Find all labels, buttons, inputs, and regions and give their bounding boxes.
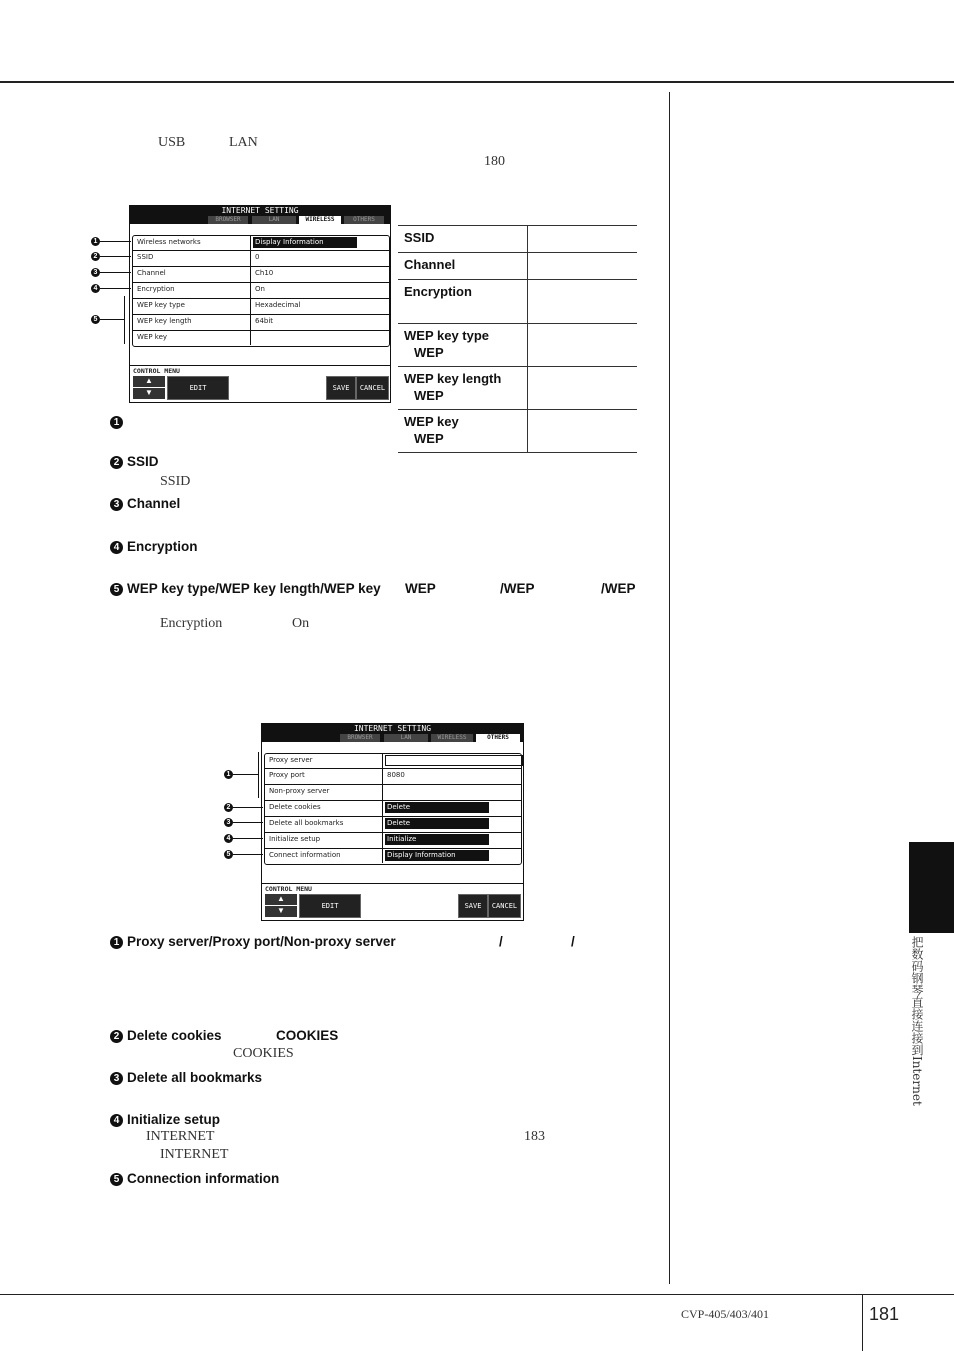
item-ssid-heading: 2 SSID [110, 454, 159, 469]
item-cookies-heading: 2 Delete cookies [110, 1028, 222, 1043]
footer-divider [862, 1295, 863, 1351]
row-non-proxy-server[interactable]: Non-proxy server [265, 785, 521, 801]
item-proxy-heading: 1 Proxy server/Proxy port/Non-proxy server [110, 934, 396, 949]
item-wep-b: /WEP [500, 581, 535, 596]
item-cookies-body: COOKIES [233, 1046, 294, 1061]
row-wep-key[interactable]: WEP key [133, 331, 389, 345]
item-wireless-networks: 1 [110, 414, 127, 429]
callout-4: 4 [91, 284, 100, 293]
row-delete-cookies[interactable]: Delete cookies Delete [265, 801, 521, 817]
chapter-tab [909, 842, 954, 933]
intro-usb: USB [158, 135, 186, 150]
table-row: WEP key length WEP [398, 367, 637, 410]
screen-title: INTERNET SETTING [130, 206, 390, 215]
row-wireless-networks[interactable]: Wireless networks Display Information [133, 236, 389, 251]
callout-2: 2 [91, 252, 100, 261]
callout-1: 1 [224, 770, 233, 779]
table-row: WEP key WEP [398, 410, 637, 453]
row-wep-key-length[interactable]: WEP key length 64bit [133, 315, 389, 331]
tab-lan[interactable]: LAN [252, 216, 296, 224]
tab-others[interactable]: OTHERS [344, 216, 384, 224]
tab-lan[interactable]: LAN [384, 734, 428, 742]
callout-3: 3 [224, 818, 233, 827]
item-wep-c: /WEP [601, 581, 636, 596]
item-initialize-body-2: INTERNET [160, 1147, 229, 1162]
item-ssid-body: SSID [160, 474, 191, 489]
settings-list [132, 235, 390, 347]
screen-title: INTERNET SETTING [262, 724, 523, 733]
down-arrow-icon[interactable]: ▼ [265, 906, 297, 917]
item-proxy-slash-1: / [499, 934, 503, 949]
item-wep-a: WEP [405, 581, 436, 596]
row-proxy-port[interactable]: Proxy port 8080 [265, 769, 521, 785]
row-ssid[interactable]: SSID 0 [133, 251, 389, 267]
callout-1: 1 [91, 237, 100, 246]
footer-model: CVP-405/403/401 [681, 1307, 770, 1321]
row-wep-key-type[interactable]: WEP key type Hexadecimal [133, 299, 389, 315]
item-initialize-page-ref: 183 [524, 1129, 545, 1144]
item-wep-heading: 5 WEP key type/WEP key length/WEP key [110, 581, 381, 596]
edit-button[interactable]: EDIT [299, 894, 361, 918]
table-row: WEP key type WEP [398, 324, 637, 367]
screen-tabs [262, 733, 523, 742]
tab-wireless[interactable]: WIRELESS [431, 734, 473, 742]
cancel-button[interactable]: CANCEL [356, 376, 389, 400]
control-menu-label: CONTROL MENU [265, 885, 312, 893]
up-arrow-icon[interactable]: ▲ [265, 894, 297, 905]
table-row: SSID [398, 226, 637, 253]
intro-lan: LAN [229, 135, 258, 150]
save-button[interactable]: SAVE [458, 894, 488, 918]
row-initialize-setup[interactable]: Initialize setup Initialize [265, 833, 521, 849]
down-arrow-icon[interactable]: ▼ [133, 388, 165, 399]
tab-browser[interactable]: BROWSER [340, 734, 380, 742]
row-connect-information[interactable]: Connect information Display Information [265, 849, 521, 863]
item-cookies-keyword: COOKIES [276, 1028, 339, 1043]
top-rule [0, 81, 954, 83]
wireless-parameters-table [398, 225, 637, 453]
callout-2: 2 [224, 803, 233, 812]
item-wep-body-on: On [292, 616, 310, 631]
settings-list [264, 753, 522, 865]
bottom-rule [0, 1294, 954, 1295]
intro-page-ref: 180 [484, 154, 505, 169]
callout-4: 4 [224, 834, 233, 843]
row-proxy-server[interactable]: Proxy server [265, 754, 521, 769]
item-wep-body-encryption: Encryption [160, 616, 223, 631]
screen-tabs [130, 215, 390, 224]
others-settings-screen [261, 723, 524, 921]
item-proxy-slash-2: / [571, 934, 575, 949]
row-channel[interactable]: Channel Ch10 [133, 267, 389, 283]
callout-5: 5 [91, 315, 100, 324]
row-encryption[interactable]: Encryption On [133, 283, 389, 299]
tab-wireless[interactable]: WIRELESS [299, 216, 341, 224]
table-row: Channel [398, 253, 637, 280]
row-delete-all-bookmarks[interactable]: Delete all bookmarks Delete [265, 817, 521, 833]
column-divider [669, 92, 670, 1284]
callout-5: 5 [224, 850, 233, 859]
tab-browser[interactable]: BROWSER [208, 216, 248, 224]
cancel-button[interactable]: CANCEL [488, 894, 521, 918]
page-number: 181 [869, 1304, 900, 1324]
up-arrow-icon[interactable]: ▲ [133, 376, 165, 387]
save-button[interactable]: SAVE [326, 376, 356, 400]
wireless-settings-screen [129, 205, 391, 403]
item-bookmarks-heading: 3 Delete all bookmarks [110, 1070, 262, 1085]
tab-others[interactable]: OTHERS [476, 734, 520, 742]
chapter-tab-label: 把数码钢琴直接连接到Internet [910, 936, 924, 1106]
control-menu-label: CONTROL MENU [133, 367, 180, 375]
item-encryption-heading: 4 Encryption [110, 539, 198, 554]
item-initialize-body-1: INTERNET [146, 1129, 215, 1144]
item-initialize-heading: 4 Initialize setup [110, 1112, 220, 1127]
callout-3: 3 [91, 268, 100, 277]
table-row: Encryption [398, 280, 637, 324]
edit-button[interactable]: EDIT [167, 376, 229, 400]
item-connection-heading: 5 Connection information [110, 1171, 279, 1186]
item-channel-heading: 3 Channel [110, 496, 180, 511]
